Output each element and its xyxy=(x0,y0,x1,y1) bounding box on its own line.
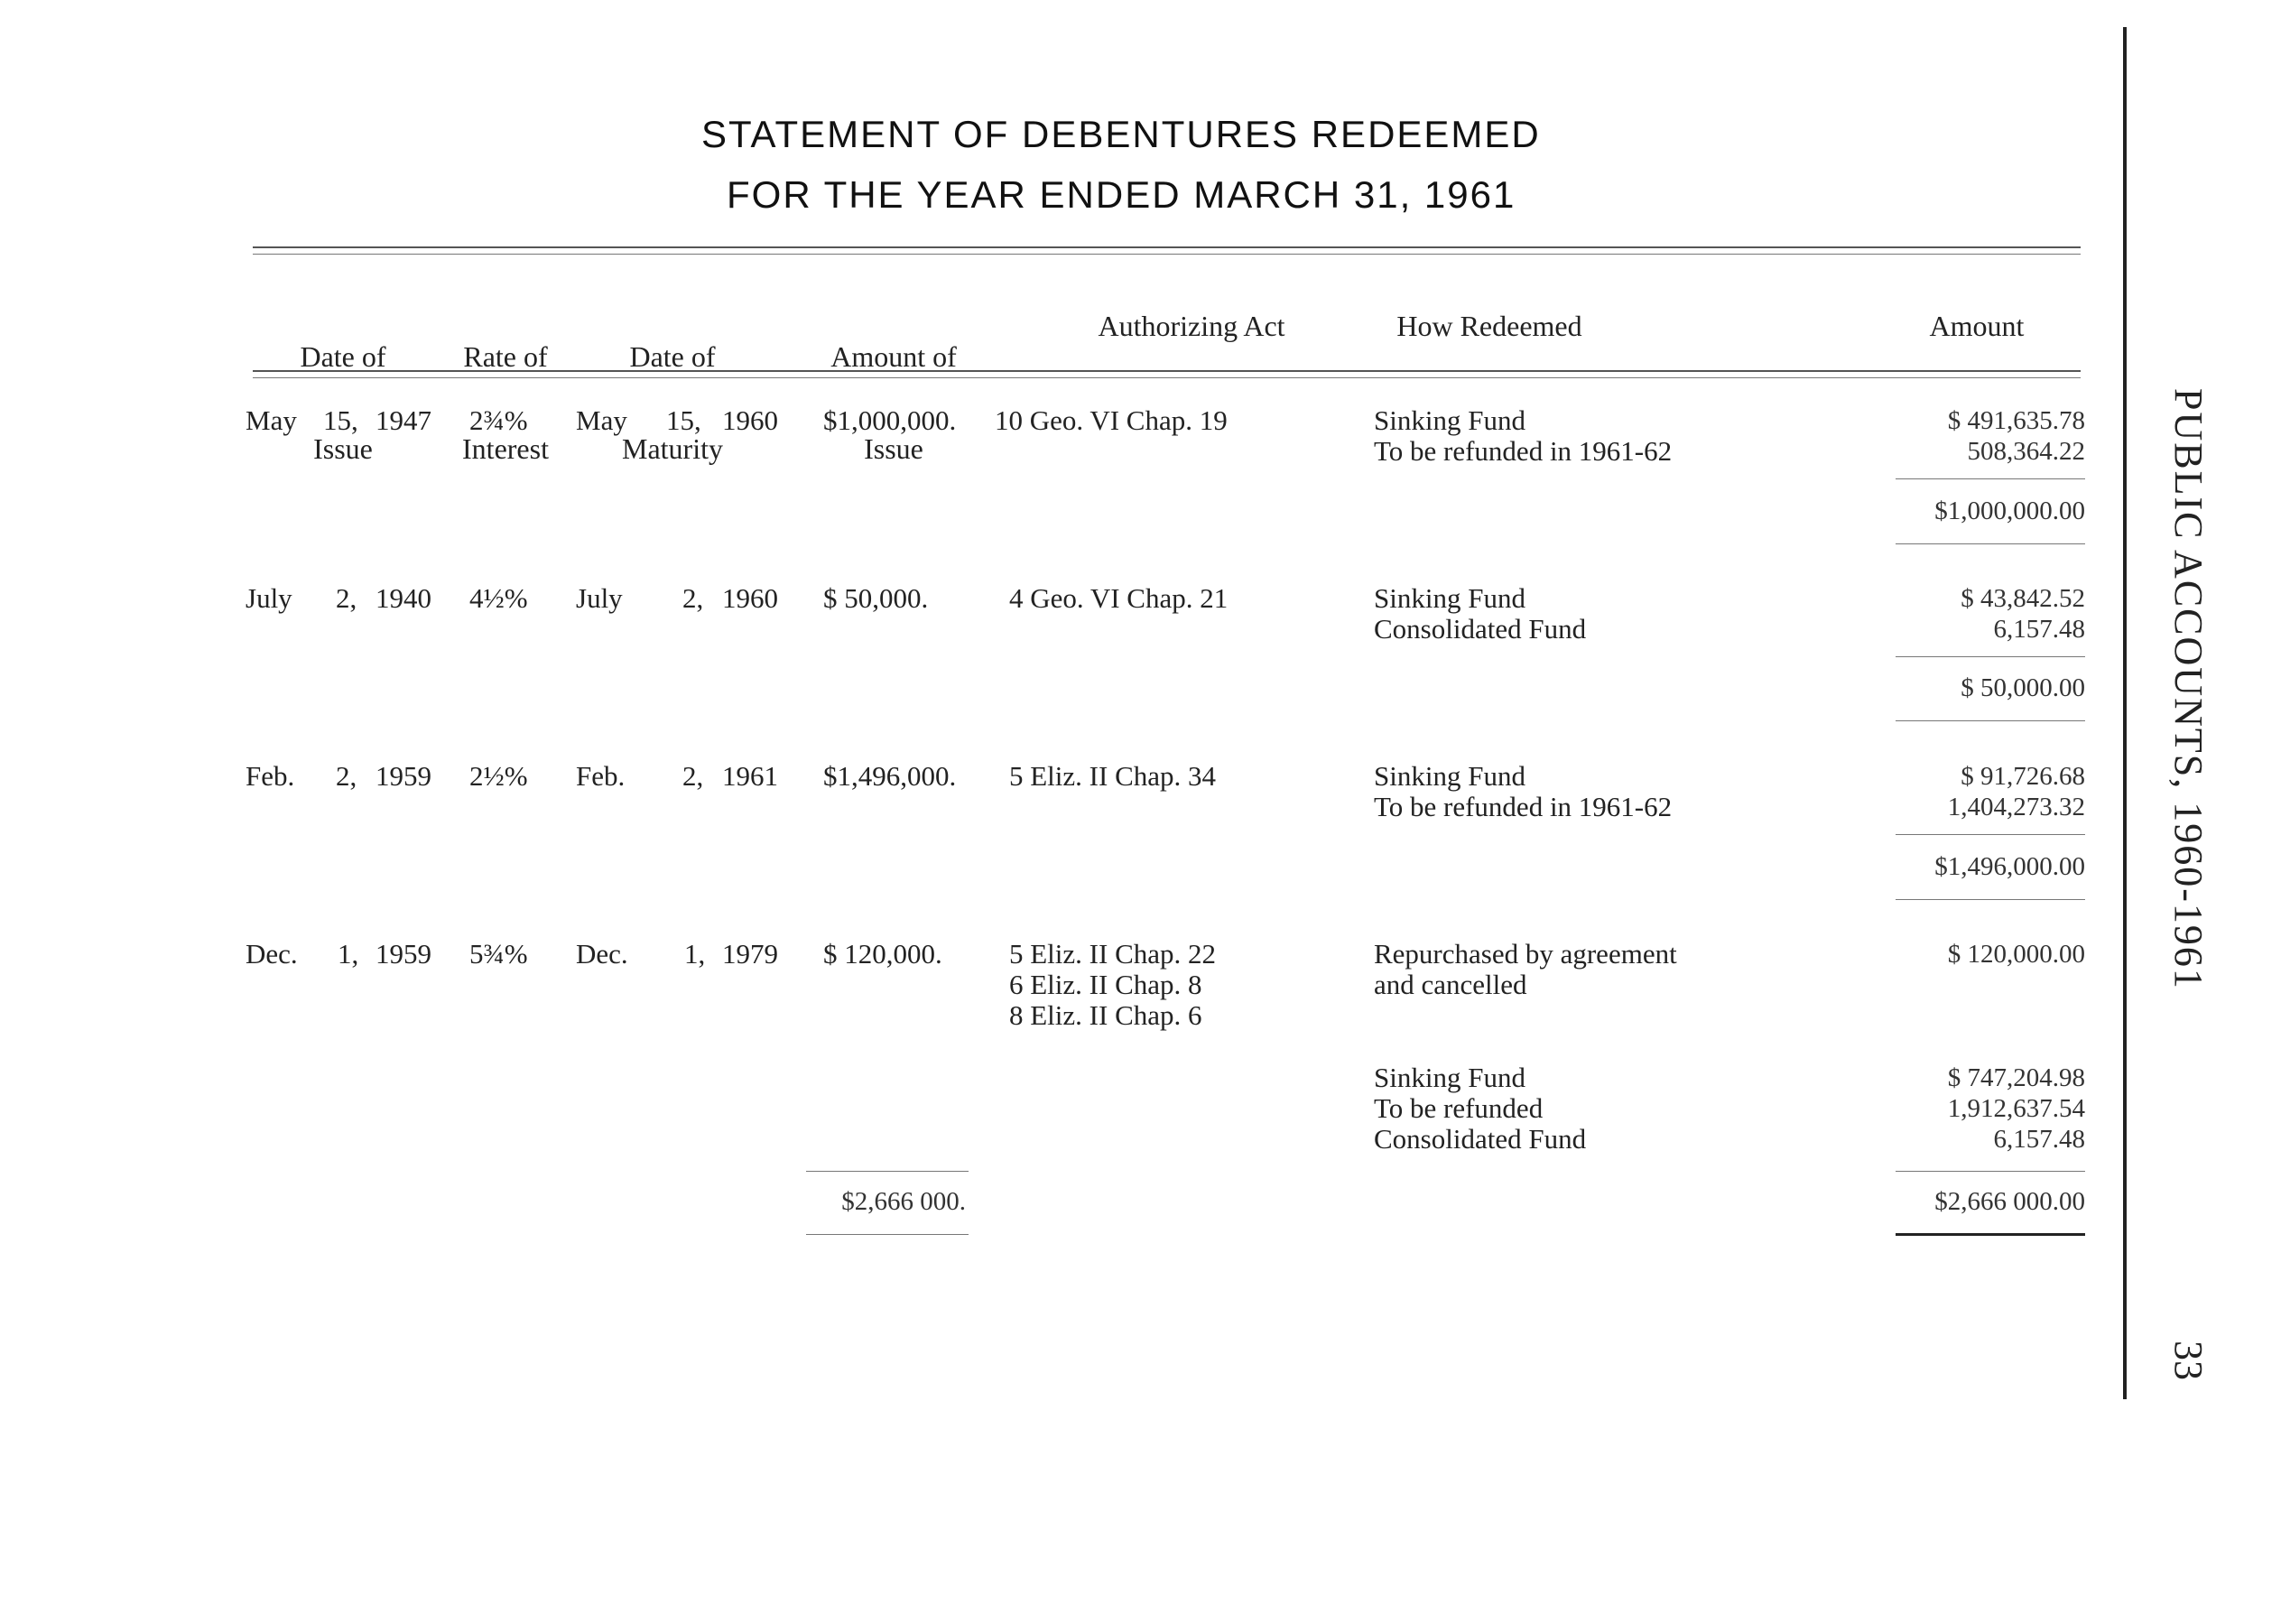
subtotal-rule-top xyxy=(1896,834,2085,835)
amount-of-issue: $ 120,000. xyxy=(823,938,942,970)
margin-vertical-rule xyxy=(2123,27,2127,1399)
summary-label-to-be-refunded: To be refunded xyxy=(1374,1092,1544,1124)
how-redeemed-line-2: Consolidated Fund xyxy=(1374,613,1587,645)
running-header-side: PUBLIC ACCOUNTS, 1960-1961 xyxy=(2166,388,2211,990)
issue-month: Feb. xyxy=(246,760,295,792)
page-title-line-2: FOR THE YEAR ENDED MARCH 31, 1961 xyxy=(727,173,1516,216)
how-redeemed-line-1: Repurchased by agreement xyxy=(1374,938,1677,970)
col-header-maturity-l1: Date of xyxy=(629,340,716,373)
issue-day: 15, xyxy=(323,404,358,436)
how-redeemed-line-1: Sinking Fund xyxy=(1374,582,1525,614)
how-redeemed-line-2: and cancelled xyxy=(1374,969,1527,1000)
maturity-month: Feb. xyxy=(576,760,626,792)
amount-total: $1,496,000.00 xyxy=(1934,852,2085,881)
rate-of-interest: 4½% xyxy=(469,582,528,614)
maturity-year: 1979 xyxy=(722,938,778,970)
grand-total-amount-rule-bottom xyxy=(1896,1233,2085,1236)
rate-of-interest: 2¾% xyxy=(469,404,528,436)
page-title-line-1: STATEMENT OF DEBENTURES REDEEMED xyxy=(701,113,1541,155)
maturity-year: 1960 xyxy=(722,404,778,436)
issue-day: 2, xyxy=(336,582,357,614)
summary-label-consolidated-fund: Consolidated Fund xyxy=(1374,1123,1587,1155)
subtotal-rule-bottom xyxy=(1896,720,2085,721)
amount-of-issue: $1,496,000. xyxy=(823,760,957,792)
summary-amount-consolidated-fund: 6,157.48 xyxy=(1993,1125,2085,1154)
col-header-amount-issue-l1: Amount of xyxy=(830,340,957,373)
subtotal-rule-bottom xyxy=(1896,899,2085,900)
maturity-day: 2, xyxy=(682,582,704,614)
summary-amount-to-be-refunded: 1,912,637.54 xyxy=(1947,1094,2085,1123)
issue-day: 1, xyxy=(338,938,359,970)
maturity-year: 1961 xyxy=(722,760,778,792)
col-header-amount-of-issue xyxy=(803,280,984,495)
amount-total: $ 50,000.00 xyxy=(1961,673,2085,702)
how-redeemed-line-2: To be refunded in 1961-62 xyxy=(1374,435,1673,467)
grand-total-amount-rule-top xyxy=(1896,1171,2085,1172)
col-header-rate-l2: Interest xyxy=(462,432,549,465)
authorizing-act-line-3: 8 Eliz. II Chap. 6 xyxy=(1009,999,1202,1031)
authorizing-act: 10 Geo. VI Chap. 19 xyxy=(995,404,1228,436)
header-top-rule-2 xyxy=(253,254,2081,255)
rate-of-interest: 2½% xyxy=(469,760,528,792)
header-top-rule xyxy=(253,246,2081,248)
rate-of-interest: 5¾% xyxy=(469,938,528,970)
col-header-amount: Amount xyxy=(1929,310,2025,342)
subtotal-rule-top xyxy=(1896,656,2085,657)
subtotal-rule-top xyxy=(1896,478,2085,479)
issue-year: 1959 xyxy=(376,760,431,792)
issue-year: 1947 xyxy=(376,404,431,436)
amount-total: $1,000,000.00 xyxy=(1934,496,2085,525)
subtotal-rule-bottom xyxy=(1896,543,2085,544)
summary-label-sinking-fund: Sinking Fund xyxy=(1374,1062,1525,1093)
maturity-month: Dec. xyxy=(576,938,628,970)
issue-month: July xyxy=(246,582,292,614)
authorizing-act: 5 Eliz. II Chap. 34 xyxy=(1009,760,1217,792)
how-redeemed-line-2: To be refunded in 1961-62 xyxy=(1374,791,1673,822)
amount-of-issue: $ 50,000. xyxy=(823,582,929,614)
grand-total-issue-rule-top xyxy=(806,1171,969,1172)
issue-month: Dec. xyxy=(246,938,298,970)
maturity-day: 1, xyxy=(684,938,706,970)
amount-of-issue: $1,000,000. xyxy=(823,404,957,436)
col-header-date-of-issue-l1: Date of xyxy=(300,340,386,373)
amount-line-1: $ 91,726.68 xyxy=(1961,762,2085,791)
col-header-date-of-issue xyxy=(262,280,424,495)
issue-year: 1940 xyxy=(376,582,431,614)
grand-total-issue-rule-bottom xyxy=(806,1234,969,1235)
maturity-month: July xyxy=(576,582,623,614)
page-number: 33 xyxy=(2166,1341,2211,1380)
how-redeemed-line-1: Sinking Fund xyxy=(1374,404,1525,436)
amount-line-2: 6,157.48 xyxy=(1993,615,2085,644)
maturity-day: 15, xyxy=(666,404,701,436)
maturity-day: 2, xyxy=(682,760,704,792)
amount-line-2: 508,364.22 xyxy=(1967,437,2085,466)
col-header-authorizing-act: Authorizing Act xyxy=(1098,310,1285,342)
amount-line-2: 1,404,273.32 xyxy=(1947,793,2085,821)
col-header-date-of-maturity xyxy=(596,280,749,495)
grand-total-issue: $2,666 000. xyxy=(841,1187,966,1216)
col-header-maturity-l2: Maturity xyxy=(622,432,723,465)
header-bottom-rule xyxy=(253,370,2081,372)
amount-line-1: $ 43,842.52 xyxy=(1961,584,2085,613)
maturity-month: May xyxy=(576,404,627,436)
issue-year: 1959 xyxy=(376,938,431,970)
col-header-rate-l1: Rate of xyxy=(463,340,548,373)
grand-total-amount: $2,666 000.00 xyxy=(1934,1187,2085,1216)
authorizing-act-line-2: 6 Eliz. II Chap. 8 xyxy=(1009,969,1202,1000)
col-header-date-of-issue-l2: Issue xyxy=(313,432,373,465)
maturity-year: 1960 xyxy=(722,582,778,614)
issue-month: May xyxy=(246,404,297,436)
authorizing-act: 4 Geo. VI Chap. 21 xyxy=(1009,582,1229,614)
amount-line-1: $ 491,635.78 xyxy=(1947,406,2085,435)
amount-line-1: $ 120,000.00 xyxy=(1947,940,2085,969)
col-header-rate-of-interest xyxy=(429,280,582,495)
col-header-how-redeemed: How Redeemed xyxy=(1396,310,1582,342)
how-redeemed-line-1: Sinking Fund xyxy=(1374,760,1525,792)
summary-amount-sinking-fund: $ 747,204.98 xyxy=(1947,1063,2085,1092)
issue-day: 2, xyxy=(336,760,357,792)
authorizing-act-line-1: 5 Eliz. II Chap. 22 xyxy=(1009,938,1217,970)
col-header-amount-issue-l2: Issue xyxy=(864,432,923,465)
header-bottom-rule-2 xyxy=(253,377,2081,378)
